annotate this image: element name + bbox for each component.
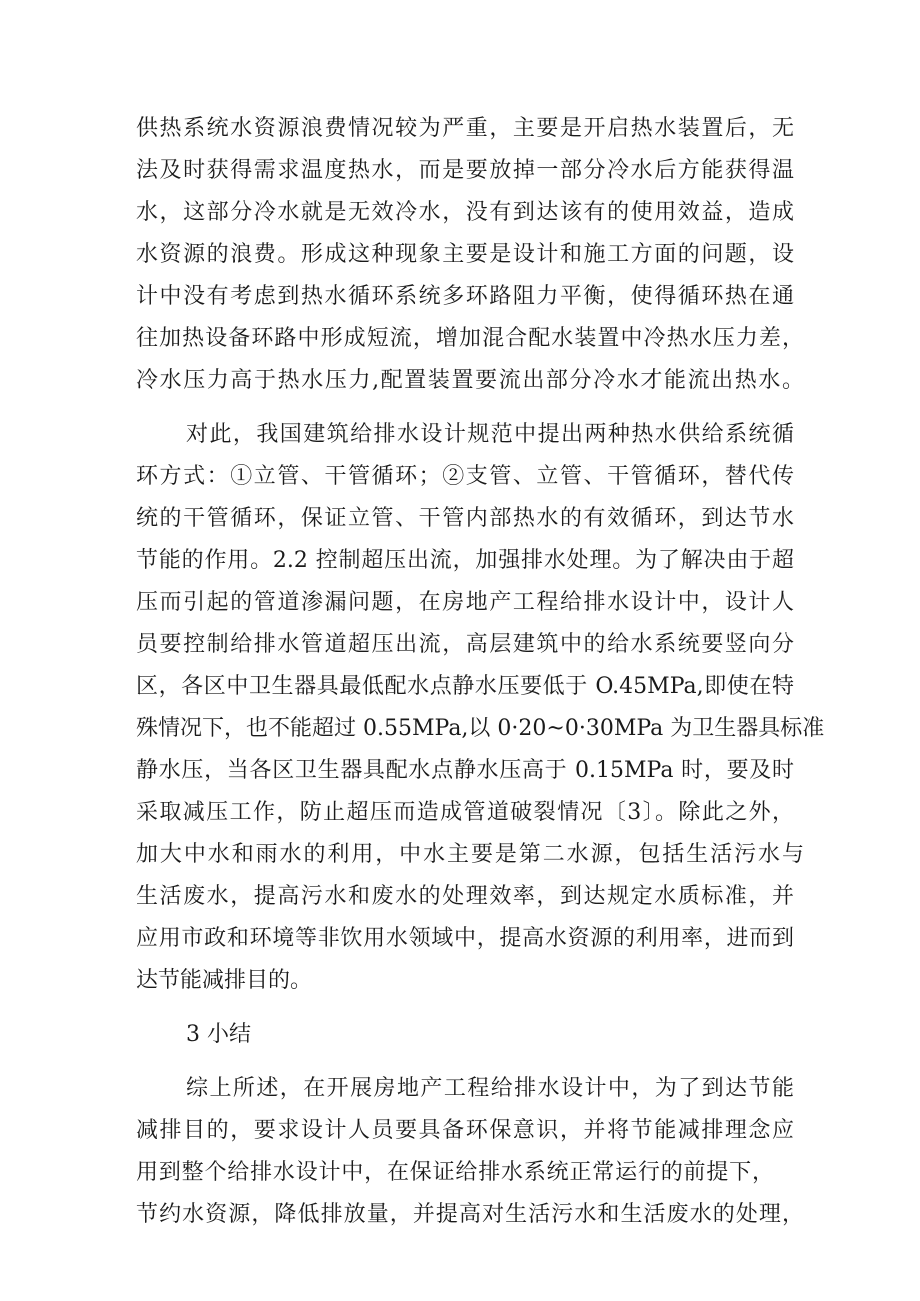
paragraph-line: 静水压，当各区卫生器具配水点静水压高于 0.15MPa 时，要及时 — [136, 758, 794, 783]
paragraph-line: 殊情况下，也不能超过 0.55MPa,以 0·20~0·30MPa 为卫生器具标准 — [136, 716, 825, 741]
paragraph-line: 应用市政和环境等非饮用水领域中，提高水资源的利用率，进而到 — [136, 926, 794, 951]
paragraph-line: 综上所述，在开展房地产工程给排水设计中，为了到达节能 — [186, 1076, 794, 1101]
paragraph-line: 区，各区中卫生器具最低配水点静水压要低于 O.45MPa,即使在特 — [136, 674, 794, 699]
paragraph-line: 加大中水和雨水的利用，中水主要是第二水源，包括生活污水与 — [136, 842, 804, 867]
paragraph-line: 环方式：①立管、干管循环；②支管、立管、干管循环，替代传 — [136, 464, 794, 489]
paragraph-line: 节能的作用。2.2 控制超压出流，加强排水处理。为了解决由于超 — [136, 548, 794, 573]
paragraph-line: 往加热设备环路中形成短流，增加混合配水装置中冷热水压力差， — [136, 326, 804, 351]
paragraph-line: 员要控制给排水管道超压出流，高层建筑中的给水系统要竖向分 — [136, 632, 794, 657]
paragraph-line: 供热系统水资源浪费情况较为严重，主要是开启热水装置后，无 — [136, 116, 794, 141]
paragraph-line: 生活废水，提高污水和废水的处理效率，到达规定水质标准，并 — [136, 884, 794, 909]
paragraph-line: 对此，我国建筑给排水设计规范中提出两种热水供给系统循 — [186, 422, 794, 447]
paragraph-line: 达节能减排目的。 — [136, 968, 313, 993]
paragraph-line: 减排目的，要求设计人员要具备环保意识，并将节能减排理念应 — [136, 1118, 794, 1143]
section-heading: 3 小结 — [186, 1022, 251, 1047]
paragraph-line: 统的干管循环，保证立管、干管内部热水的有效循环，到达节水 — [136, 506, 794, 531]
paragraph-line: 节约水资源，降低排放量，并提高对生活污水和生活废水的处理， — [136, 1202, 804, 1227]
paragraph-line: 压而引起的管道渗漏问题，在房地产工程给排水设计中，设计人 — [136, 590, 794, 615]
paragraph-line: 水资源的浪费。形成这种现象主要是设计和施工方面的问题，设 — [136, 242, 794, 267]
paragraph-line: 计中没有考虑到热水循环系统多环路阻力平衡，使得循环热在通 — [136, 284, 794, 309]
paragraph-line: 法及时获得需求温度热水，而是要放掉一部分冷水后方能获得温 — [136, 158, 794, 183]
paragraph-line: 冷水压力高于热水压力,配置装置要流出部分冷水才能流出热水。 — [136, 368, 804, 393]
paragraph-line: 采取减压工作，防止超压而造成管道破裂情况〔3〕。除此之外， — [136, 800, 794, 825]
paragraph-line: 用到整个给排水设计中，在保证给排水系统正常运行的前提下， — [136, 1160, 774, 1185]
paragraph-line: 水，这部分冷水就是无效冷水，没有到达该有的使用效益，造成 — [136, 200, 794, 225]
